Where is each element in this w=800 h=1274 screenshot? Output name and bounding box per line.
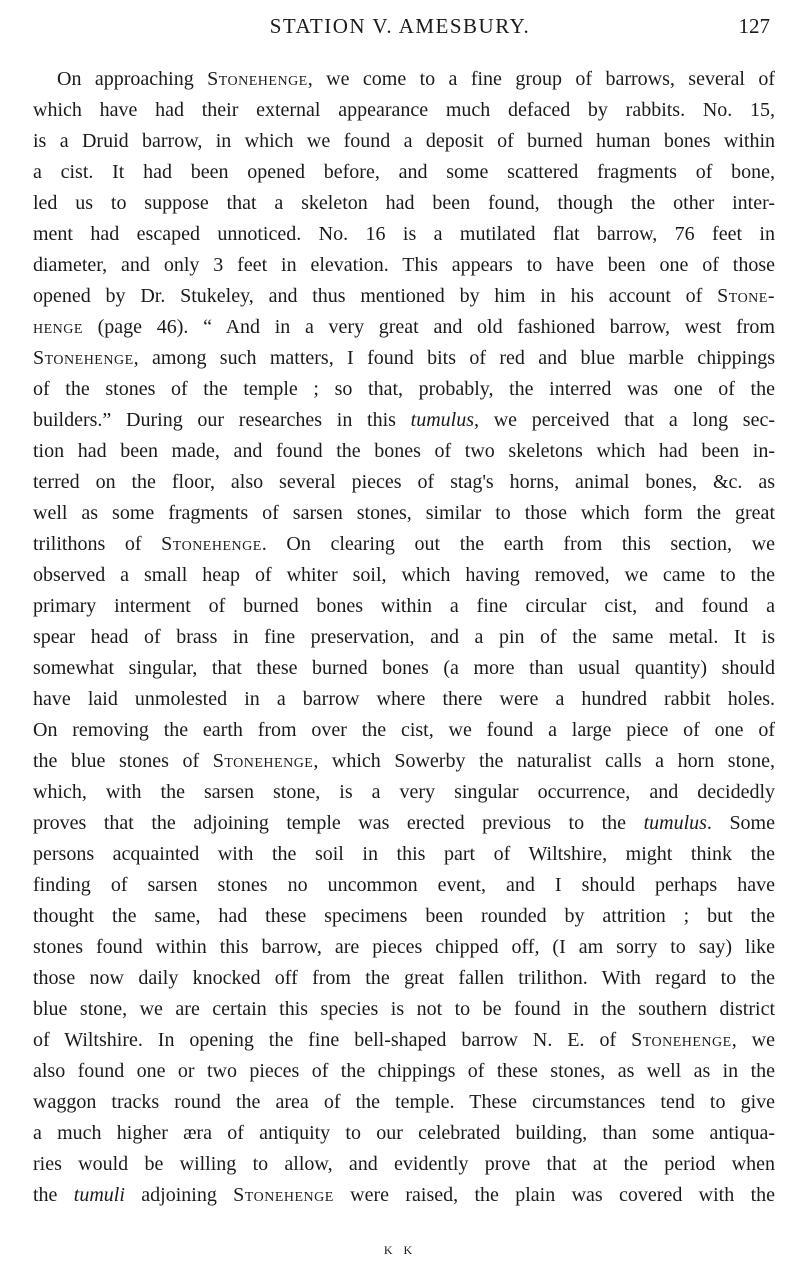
text-line: also found one or two pieces of the chippings of these stones, as well as in the [33,1060,775,1082]
text-line: finding of sarsen stones no uncommon event, and I should perhaps have [33,874,775,896]
text-line: primary interment of burned bones within a fine circular cist, and found a [33,595,775,617]
text-line: spear head of brass in fine preservation, and a pin of the same metal. It is [33,626,775,648]
text-line: diameter, and only 3 feet in elevation. This appears to have been one of those [33,254,775,276]
text-line: thought the same, had these specimens been rounded by attrition ; but the [33,905,775,927]
text-line: is a Druid barrow, in which we found a deposit of burned human bones within [33,130,775,152]
text-line: observed a small heap of whiter soil, which having removed, we came to the [33,564,775,586]
text-line: which have had their external appearance much defaced by rabbits. No. 15, [33,99,775,121]
text-line: the blue stones of Stonehenge, which Sowerby the naturalist calls a horn stone, [33,750,775,772]
text-line: of Wiltshire. In opening the fine bell-shaped barrow N. E. of Stonehenge, we [33,1029,775,1051]
text-line: those now daily knocked off from the great fallen trilithon. With regard to the [33,967,775,989]
text-line: a much higher æra of antiquity to our celebrated building, than some antiqua- [33,1122,775,1144]
text-line: have laid unmolested in a barrow where there were a hundred rabbit holes. [33,688,775,710]
text-line: led us to suppose that a skeleton had been found, though the other inter- [33,192,775,214]
text-line: well as some fragments of sarsen stones, similar to those which form the great [33,502,775,524]
text-line: opened by Dr. Stukeley, and thus mentioned by him in his account of Stone- [33,285,775,307]
text-line: blue stone, we are certain this species is not to be found in the southern district [33,998,775,1020]
text-line: the tumuli adjoining Stonehenge were raised, the plain was covered with the [33,1184,775,1206]
text-line: On approaching Stonehenge, we come to a fine group of barrows, several of [57,68,775,90]
text-line: tion had been made, and found the bones of two skeletons which had been in- [33,440,775,462]
text-line: proves that the adjoining temple was erected previous to the tumulus. Some [33,812,775,834]
text-line: waggon tracks round the area of the temple. These circumstances tend to give [33,1091,775,1113]
running-head: STATION V. AMESBURY. [269,14,531,38]
text-line: of the stones of the temple ; so that, probably, the interred was one of the [33,378,775,400]
text-line: stones found within this barrow, are pieces chipped off, (I am sorry to say) like [33,936,775,958]
page-number: 127 [738,14,770,38]
text-line: trilithons of Stonehenge. On clearing out the earth from this section, we [33,533,775,555]
text-line: builders.” During our researches in this tumulus, we perceived that a long sec- [33,409,775,431]
text-line: somewhat singular, that these burned bones (a more than usual quantity) should [33,657,775,679]
text-line: persons acquainted with the soil in this part of Wiltshire, might think the [33,843,775,865]
text-line: On removing the earth from over the cist, we found a large piece of one of [33,719,775,741]
text-line: Stonehenge, among such matters, I found bits of red and blue marble chippings [33,347,775,369]
text-line: which, with the sarsen stone, is a very singular occurrence, and decidedly [33,781,775,803]
signature-mark: K K [383,1243,417,1257]
text-line: henge (page 46). “ And in a very great and old fashioned barrow, west from [33,316,775,338]
text-line: a cist. It had been opened before, and some scattered fragments of bone, [33,161,775,183]
text-line: ries would be willing to allow, and evidently prove that at the period when [33,1153,775,1175]
body-text [33,64,775,1211]
text-line: terred on the floor, also several pieces of stag's horns, animal bones, &c. as [33,471,775,493]
page-header [30,14,770,46]
text-line: ment had escaped unnoticed. No. 16 is a mutilated flat barrow, 76 feet in [33,223,775,245]
